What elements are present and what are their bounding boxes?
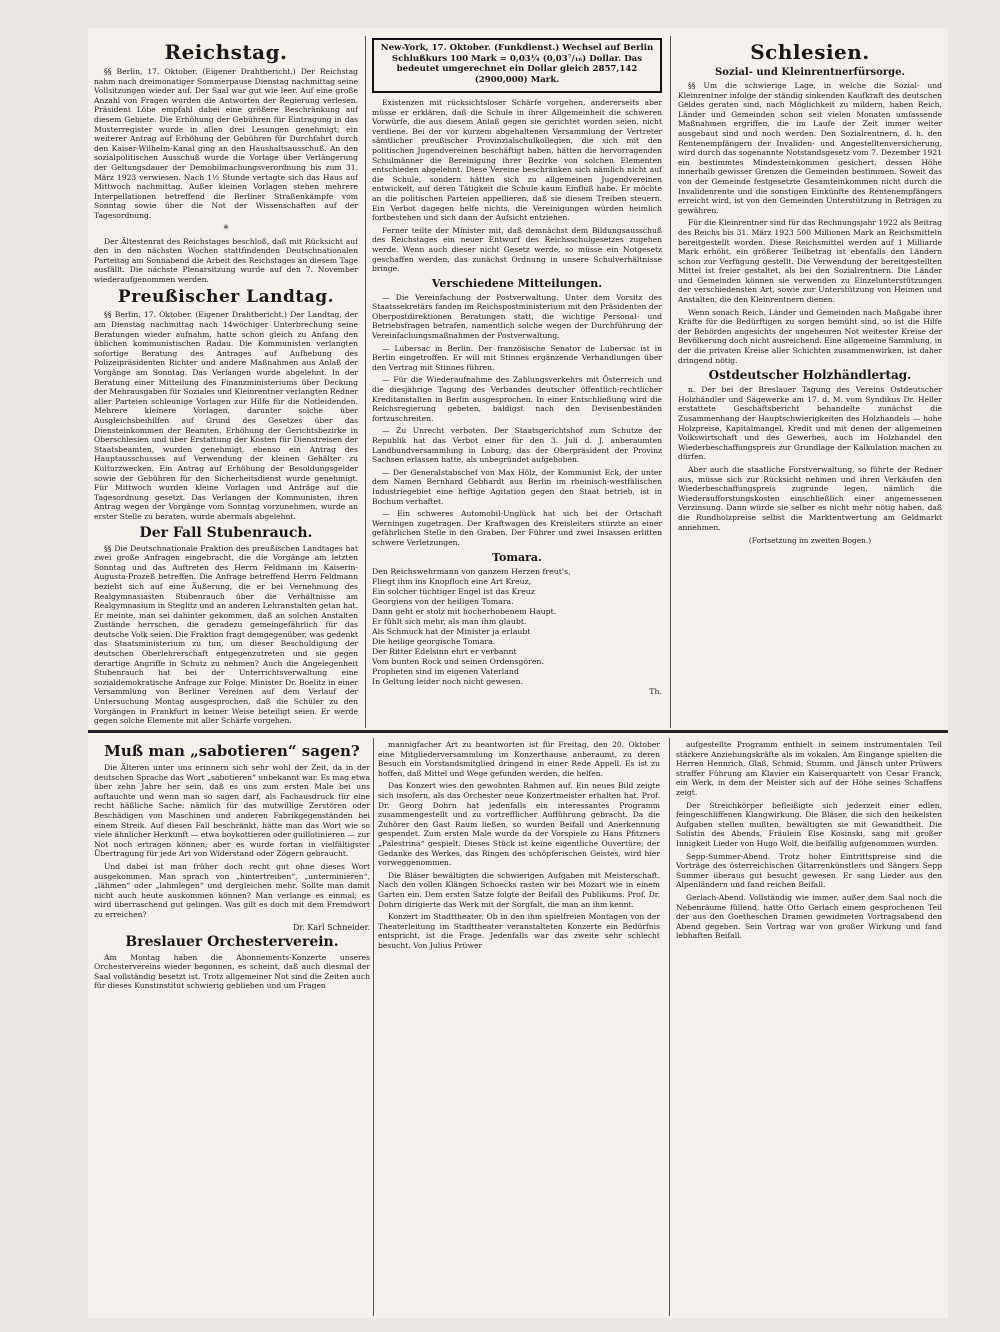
article-text: §§ Die Deutschnationale Fraktion des preußischen Landtages hat zwei große Anfragen eingebracht, die die Vorgänge am letzten Sonntag und das Auftreten des Herrn Feldmann im Kaiserin-Augusta-Prozeß betreffen. Die Anfrage betreffend Herrn Feldmann bezieht sich auf eine Äußerung, die er bei Vernehmung des Realgymnasiasten Stubenrauch über die Verhältnisse am Realgymnasium in Steglitz und an anderen Lehranstalten getan hat. Er meinte, man sei dahinter gekommen, daß an solchen Anstalten Zustände herrschen, die geradezu gemeingefährlich für das deutsche Volk seien. Die Fraktion fragt demgegenüber, was gedenkt das Staatsministerium zu tun, um dieser Beschuldigung der deutschen Oberlehrerschaft entgegenzutreten und sie gegen derartige Angriffe in Schutz zu nehmen? Auch die Angelegenheit Stubenrauch hat bei der Unterrichtsverwaltung eine sozialdemokratische Anfrage zur Folge. Minister Dr. Boelitz in einer Versammlung von Berliner Vereinen auf dem Verlauf der Untersuchung Montag ausgesprochen, daß die Schüler zu den Vorgängen in Frankfurt in keiner Weise beteiligt seien. Er werde gegen solche Elemente mit aller Schärfe vorgehen. xyxy=(94,543,358,726)
article-text: §§ Berlin, 17. Oktober. (Eigener Drahtbericht.) Der Landtag, der am Dienstag nachmittag nach 14wöchiger Unterbrechung seine Beratungen wieder aufnahm, hatte schon gleich zu Anfang den üblichen kommunistischen Radau. Die Kommunisten verlangten sofortige Beratung des Antrages auf Aufhebung des Polizeipräsidenten Richter und andere Maßnahmen aus Anlaß der Vorgänge am Sonntag. Das Verlangen wurde abgelehnt. In der Beratung einer Mitteilung des Finanzministeriums über Deckung der Mehrausgaben für Soziales und Kleinrentner verlangten Redner aller Parteien schleunige Vorlagen zur Hilfe für die Notleidenden. Mehrere kleinere Vorlagen, darunter solche über Ausgleichsbeihilfen auf Grund des Gesetzes über das Diensteinkommen der Beamten, Erhöhung der Gerichtsbezirke in Oberschlesien und über Erstattung der Kosten für Dienstreisen der Staatsbeamten, wurden genehmigt, ebenso ein Antrag des Hauptausschusses auf Verwendung der kleinen Gehälter zu Kulturzwecken. Ein Antrag auf Erhöhung der Besoldungsgelder sowie der Gebühren für den Sicherheitsdienst wurde genehmigt. Für Mittwoch wurden kleine Vorlagen und Anträge auf die Tagesordnung gesetzt. Das Verlangen der Kommunisten, ihren Antrag wegen der Vorgänge vom Sonntag vorzunehmen, wurde an erster Stelle zu beraten, wurde abermals abgelehnt. xyxy=(94,310,358,521)
poem-line: Ein solcher tüchtiger Engel ist das Kreuz xyxy=(372,586,535,596)
poem-signature: Th. xyxy=(649,686,662,696)
article-text: Existenzen mit rücksichtsloser Schärfe vorgehen, andererseits aber müsse er erklären, daß die Schule in ihrer Allgemeinheit die schweren Vorwürfe, die aus diesem Anlaß gegen sie gerichtet worden seien, nicht verdiene. Bei der vor kurzem abgehaltenen Versammlung der Vertreter sämtlicher preußischer Provinzialschulkollegien, die sich mit den politischen Jugendvereinen beschäftigt haben, hätten die hervorragenden Schulmänner die Bereinigung ihrer Bezirke von solchen Elementen entschieden abgelehnt. Diese Vereine beschränken sich nämlich nicht auf die Schule, sondern hätten sich zu allgemeinen Jugendvereinen entwickelt, auf deren Tätigkeit die Schule kaum Einfluß habe. Er möchte an die politischen Parteien appellieren, daß sie diesem Treiben steuern. Ein Verbot dagegen helfe nichts, die Vereinigungen würden heimlich fortbestehen und sich dann der Aufsicht entziehen. xyxy=(372,98,662,223)
article-text: Am Montag haben die Abonnements-Konzerte unseres Orchestervereins wieder begonnen, es scheint, daß auch diesmal der Saal vollständig besetzt ist. Trotz allgemeiner Not sind die Zeiten auch für dieses Kunstinstitut schwierig geblieben und um Fragen xyxy=(94,952,370,991)
news-item: — Lubersac in Berlin. Der französische Senator de Lubersac ist in Berlin eingetroffen. Er will mit Stinnes ergänzende Verhandlungen über den Vertrag mit Stinnes führen. xyxy=(372,343,662,372)
poem-line: In Geltung leider noch nicht gewesen. xyxy=(372,676,524,686)
sabotieren-heading: Muß man „sabotieren“ sagen? xyxy=(104,742,360,760)
feuilleton-left xyxy=(94,740,370,1314)
column-left xyxy=(94,38,358,728)
article-text: §§ Um die schwierige Lage, in welche die Sozial- und Kleinrentner infolge der ständig sinkenden Kaufkraft des deutschen Geldes geraten sind, nach Möglichkeit zu mildern, haben Reich, Länder und Gemeinden schon seit vielen Monaten umfassende Maßnahmen ergriffen, die im Laufe der Zeit immer weiter ausgebaut sind und noch werden. Den Sozialrentnern, d. h. den Rentenempfängern der Invaliden- und Angestelltenversicherung, wird durch das sogenannte Notstandsgesetz vom 7. Dezember 1921 ein bestimmtes Mindesteinkommen gesichert, dessen Höhe innerhalb gewisser Grenzen die Gemeinden bestimmen. Soweit das von der Gemeinde festgesetzte Gesamteinkommen nicht durch die Invalidenrente und die sonstigen Einkünfte des Rentenempfängers erreicht wird, ist von den Gemeinden Unterstützung in Beträgen zu gewähren. xyxy=(678,81,942,215)
article-text: Ferner teilte der Minister mit, daß demnächst dem Bildungsausschuß des Reichstages ein neuer Entwurf des Reichsschulgesetzes zugehen werde. Wenn auch dieser nicht Gesetz werde, so müsse ein Notgesetz geschaffen werden, das zunächst Ordnung in unsere Schulverhältnisse bringe. xyxy=(372,225,662,274)
article-text: Gerlach-Abend. Vollständig wie immer, außer dem Saal noch die Nebenräume füllend, hatte Otto Gerlach einem gesprochenen Teil der aus den Goetheschen Dramen gewidmeten Vortragsabend den Abend gegeben. Sein Vortrag war von großer Wirkung und fand lebhaften Beifall. xyxy=(676,892,942,941)
article-text: n. Der bei der Breslauer Tagung des Vereins Ostdeutscher Holzhändler und Sägewerke am 17. d. M. vom Syndikus Dr. Heller erstattete Geschäftsbericht behandelte zunächst die Zusammenhang der Hauptschwierigkeiten des Holzhandels — hohe Holzpreise, Kapitalmangel, Kredit und mit denen der allgemeinen Volkswirtschaft und des Gewerbes, auch im Holzhandel den Wiederbeschaffungspreis zur Grundlage der Kalkulation machen zu dürfen. xyxy=(678,385,942,462)
newspaper-page xyxy=(88,28,948,1318)
article-text: Konzert im Stadttheater. Ob in den ihm spielfreien Montagen von der Theaterleitung im Stadttheater veranstalteten Konzerte ein Bedürfnis entspricht, ist die Frage. Jedenfalls war das zweite sehr schlecht besucht. Von Julius Prüwer xyxy=(378,912,660,950)
article-text: Die Älteren unter uns erinnern sich sehr wohl der Zeit, da in der deutschen Sprache das Wort „sabotieren“ unbekannt war. Es mag etwa über zehn Jahre her sein, daß es uns zum ersten Male bei uns auftauchte und wenn man so sagen darf, als Fachausdruck für eine recht häßliche Sache: nämlich für das mutwillige Zerstören oder Beschädigen von Maschinen und anderen Fabrikgegenständen bei einem Streik. Auf diesen Fall beschränkt, hätte man das Wort wie so viele ähnlicher Herkunft — etwa boykottieren oder guillotinieren — zur Not noch ertragen können; aber es wurde fortan in vielfältigster Übertragung für jede Art von Widerstand oder Zögern gebraucht. xyxy=(94,763,370,859)
article-text: Für die Kleinrentner sind für das Rechnungsjahr 1922 als Beitrag des Reichs bis 31. März 1923 500 Millionen Mark an Reichsmitteln bereitgestellt worden. Diese Reichsmittel werden auf 1 Milliarde Mark erhöht, ein größerer Teilbetrag ist ebenfalls den Ländern schon zur Verfügung gestellt. Die Verwendung der bereitgestellten Mittel ist freier gestaltet, als bei den Sozialrentnern. Die Länder und Gemeinden können sie verwenden zu Einzelunterstützungen der verschiedensten Art, sowie zur Unterstützung von Heimen und Anstalten, die den Kleinrentnern dienen. xyxy=(678,218,942,305)
poem-line: Als Schmuck hat der Minister ja erlaubt xyxy=(372,626,531,636)
column-rule xyxy=(373,738,374,1316)
poem-heading: Tomara. xyxy=(492,550,542,564)
stubenrauch-heading: Der Fall Stubenrauch. xyxy=(139,524,313,541)
news-item: — Die Vereinfachung der Postverwaltung. Unter dem Vorsitz des Staatssekretärs fanden im Reichspostministerium mit den Präsidenten der Oberpostdirektionen Beratungen statt, die wichtige Personal- und Betriebsfragen betrafen, namentlich solche wegen der Durchführung der Vereinfachungsmaßnahmen der Postverwaltung. xyxy=(372,292,662,341)
landtag-heading: Preußischer Landtag. xyxy=(117,287,335,308)
poem-line: Vom bunten Rock und seinen Ordensgören. xyxy=(372,656,544,666)
article-text: aufgestellte Programm enthielt in seinem instrumentalen Teil stärkere Anziehungskräfte als im vokalen. Am Eingange spielten die Herren Hennrich, Glaß, Schmid, Stumm, und Jänsch unter Prüwers straffer Führung am Klavier ein Kaiserquartett von Cesar Franck, ein Werk, in dem der Meister sich auf der Höhe seines Schaffens zeigt. xyxy=(676,740,942,797)
article-text: Der Streichkörper befleißigte sich jederzeit einer edlen, feingeschliffenen Klangwirkung. Die Bläser, die sich den heikelsten Aufgaben stellen mußten, bewältigten sie mit Gewandtheit. Die Solistin des Abends, Fräulein Else Kosinski, sang mit großer Innigkeit Lieder von Hugo Wolf, die beifällig aufgenommen wurden. xyxy=(676,800,942,848)
news-item: — Der Generalstabschef von Max Hölz, der Kommunist Eck, der unter dem Namen Bernhard Gebhardt aus Berlin im rheinisch-westfälischen Industriegebiet eine heftige Agitation gegen den Staat betrieb, ist in Bochum verhaftet. xyxy=(372,467,662,506)
article-text: Die Bläser bewältigten die schwierigen Aufgaben mit Meisterschaft. Nach den vollen Klängen Schoecks rasten wir bei Mozart wie in einem Garten ein. Dem ersten Satze folgte der Beifall des Publikums. Prof. Dr. Dohrn dirigierte das Werk mit der Sorgfalt, die man an ihm kennt. xyxy=(378,870,660,909)
poem-line: Der Ritter Edelsinn ehrt er verbannt xyxy=(372,646,517,656)
poem-line: Georgiens von der heiligen Tomara. xyxy=(372,596,514,606)
separator-star: * xyxy=(223,223,229,235)
holzhaendler-heading: Ostdeutscher Holzhändlertag. xyxy=(708,368,912,383)
column-rule xyxy=(669,738,670,1316)
poem-line: Dann geht er stolz mit hocherhobenem Haupt. xyxy=(372,606,557,616)
article-text: §§ Berlin, 17. Oktober. (Eigener Drahtbericht.) Der Reichstag nahm nach dreimonatiger Sommerpause Dienstag nachmittag seine Vollsitzungen wieder auf. Der Saal war gut wie leer. Auf eine große Anzahl von Fragen wurden die Antworten der Regierung verlesen. Präsident Löbe empfahl dabei eine größere Beschränkung auf diesem Gebiete. Die Erhöhung der Gebühren für Eintragung in das Musterregister wurde in allen drei Lesungen genehmigt; ein weiterer Antrag auf Erhöhung der Gebühren für Durchfahrt durch den Kaiser-Wilhelm-Kanal ging an den Haushaltsausschuß. An den sozialpolitischen Ausschuß wurde die Vorlage über Verlängerung der Geltungsdauer der Demobilmachungsverordnung bis zum 31. März 1923 verwiesen. Nach 1½ Stunde vertagte sich das Haus auf Mittwoch nachmittag. Außer kleinen Vorlagen stehen mehrere Interpellationen betreffend die Berliner Straßenkämpfe vom Sonntag sowie über die Not der Wissenschaften auf der Tagesordnung. xyxy=(94,67,358,220)
poem xyxy=(372,567,662,697)
column-rule xyxy=(670,36,671,728)
feuilleton-right xyxy=(676,740,942,1314)
continuation-note: (Fortsetzung im zweiten Bogen.) xyxy=(748,536,872,546)
orchesterverein-heading: Breslauer Orchesterverein. xyxy=(125,933,339,950)
schlesien-heading: Schlesien. xyxy=(750,40,870,64)
poem-line: Fliegt ihm ins Knopfloch eine Art Kreuz, xyxy=(372,576,532,586)
article-text: Sepp-Summer-Abend. Trotz hoher Eintrittspreise sind die Vorträge des österreichischen Gitarrenkünstlers und Sängers Sepp Summer überaus gut besucht gewesen. Er sang Lieder aus den Alpenländern und fand reichen Beifall. xyxy=(676,851,942,890)
exchange-rate-text: New-York, 17. Oktober. (Funkdienst.) Wechsel auf Berlin Schlußkurs 100 Mark = 0,03¼ (0,03⁷/₁₆) Dollar. Das bedeutet umgerechnet ein Dollar gleich 2857,142 (2900,000) Mark. xyxy=(380,43,654,85)
column-rule xyxy=(365,36,366,728)
article-text: Und dabei ist man früher doch recht gut ohne dieses Wort ausgekommen. Man sprach von „hintertreiben“, „unterminieren“, „lähmen“ oder „lahmlegen“ und dergleichen mehr. Sollte man damit nicht auch heute auskommen können? Man verlange es einmal; es wird überraschend gut gelingen. Was gilt es doch mit dem Fremdwort zu erreichen? xyxy=(94,861,370,919)
news-item: — Ein schweres Automobil-Unglück hat sich bei der Ortschaft Werningen zugetragen. Der Kraftwagen des Kreisleiters stürzte an einer gefährlichen Stelle in den Graben. Der Führer und zwei Insassen erlitten schwere Verletzungen. xyxy=(372,509,662,547)
author-signature: Dr. Karl Schneider. xyxy=(292,922,370,932)
section-rule xyxy=(88,730,948,733)
column-right xyxy=(678,38,942,728)
exchange-rate-box xyxy=(372,38,662,93)
poem-line: Er fühlt sich mehr, als man ihm glaubt. xyxy=(372,616,527,626)
poem-line: Die heilige georgische Tomara. xyxy=(372,636,496,646)
article-text: Aber auch die staatliche Forstverwaltung, so führte der Redner aus, müsse sich zur Rücksicht nehmen und ihren Verkäufen den Wiederbeschaffungspreis zugrunde legen, nämlich die Wiederaufforstungskosten einschließlich einer angemessenen Verzinsung. Dann würde sie selber es nicht mehr nötig haben, daß die Rundholzpreise selbst die Marktentwertung am Geldmarkt annehmen. xyxy=(678,464,942,532)
article-text: Der Ältestenrat des Reichstages beschloß, daß mit Rücksicht auf den in den nächsten Wochen stattfindenden Deutschnationalen Parteitag am Sonnabend die Arbeit des Reichstages an diesem Tage ausfällt. Die nächste Plenarsitzung wurde auf den 7. November wiederaufgenommen werden. xyxy=(94,236,358,284)
article-text: Das Konzert wies den gewohnten Rahmen auf. Ein neues Bild zeigte sich insofern, als das Orchester neue Konzertmeister erhalten hat. Prof. Dr. Georg Dohrn hat jedenfalls ein interessantes Programm zusammengestellt und zu vortrefflicher Aufführung gebracht. Da die Zuhörer den Gast Raum ließen, so wurden Beifall und Anerkennung gespendet. Zum ersten Male wurde da der Vorspiele zu Hans Pfitzners „Palestrina“ gespielt. Dieses Stück ist keine eigentliche Ouvertüre; der Gedanke des Werkes, das Ringen des schöpferischen Geistes, wird hier vorweggenommen. xyxy=(378,781,660,868)
news-item: — Zu Unrecht verboten. Der Staatsgerichtshof zum Schutze der Republik hat das Verbot einer für den 3. Juli d. J. anberaumten Landbundversammlung in Loburg, das der Oberpräsident der Provinz Sachsen erlassen hatte, als unbegründet aufgehoben. xyxy=(372,426,662,465)
column-middle xyxy=(372,38,662,728)
schlesien-subheading: Sozial- und Kleinrentnerfürsorge. xyxy=(715,67,905,78)
article-text: Wenn sonach Reich, Länder und Gemeinden nach Maßgabe ihrer Kräfte für die Bedürftigen zu sorgen bemüht sind, so ist die Hilfe der Behörden angesichts der ungeheuren Not weitester Kreise der Bevölkerung doch nicht ausreichend. Eine allgemeine Sammlung, in der die privaten Kreise aller Schichten zusammenwirken, ist daher dringend nötig. xyxy=(678,307,942,365)
feuilleton-middle xyxy=(378,740,660,1314)
poem-line: Propheten sind im eigenen Vaterland xyxy=(372,666,519,676)
news-item: — Für die Wiederaufnahme des Zahlungsverkehrs mit Österreich und die diesjährige Tagung des Verbandes deutscher öffentlich-rechtlicher Kreditanstalten in Berlin ausgesprochen. In einer Entschließung wird die Reichsregierung gebeten, baldigst nach den Devisenbeständen fortzuschreiten. xyxy=(372,375,662,423)
mitteilungen-heading: Verschiedene Mitteilungen. xyxy=(431,276,603,290)
reichstag-heading: Reichstag. xyxy=(164,40,288,64)
article-text: mannigfacher Art zu beantworten ist für Freitag, den 20. Oktober eine Mitgliederversammlung im Konzerthause anberaumt, zu deren Besuch ein Vorstandsmitglied dringend in einer Rede Appell. Es ist zu hoffen, daß Mittel und Wege gefunden werden, die helfen. xyxy=(378,740,660,778)
poem-line: Den Reichswehrmann von ganzem Herzen freut's, xyxy=(372,566,571,576)
